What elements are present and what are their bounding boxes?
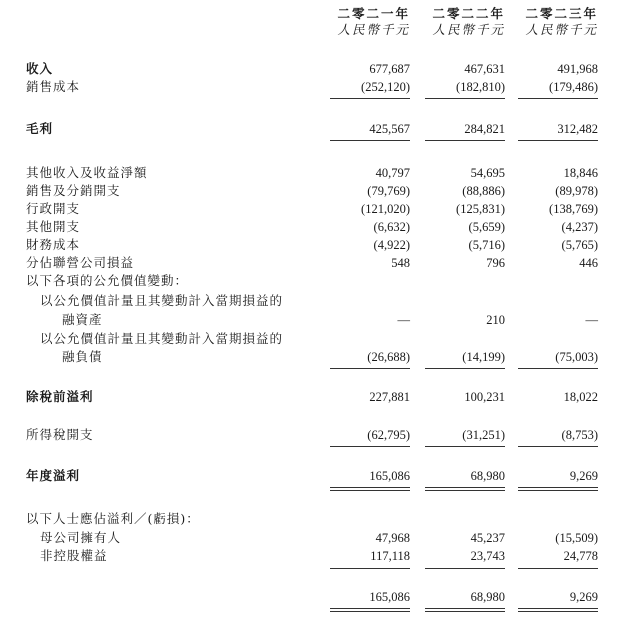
rule bbox=[330, 98, 410, 99]
row-admin-expenses bbox=[0, 200, 636, 218]
row-label: 年度溢利 bbox=[26, 468, 81, 483]
value-2021: (26,688) bbox=[367, 350, 410, 364]
double-rule bbox=[425, 487, 505, 488]
row-label: 非控股權益 bbox=[40, 548, 108, 563]
value-2022: 796 bbox=[486, 256, 505, 270]
rule bbox=[330, 568, 410, 569]
row-label: 其他開支 bbox=[26, 219, 81, 234]
row-non-controlling-interests bbox=[0, 547, 636, 565]
row-label: 分佔聯營公司損益 bbox=[26, 255, 135, 270]
value-2021: (79,769) bbox=[367, 184, 410, 198]
value-2022: (182,810) bbox=[456, 80, 505, 94]
value-2023: (4,237) bbox=[561, 220, 598, 234]
value-2023: (89,978) bbox=[555, 184, 598, 198]
value-2022: 45,237 bbox=[470, 531, 505, 545]
value-2023: (5,765) bbox=[561, 238, 598, 252]
row-selling-expenses bbox=[0, 182, 636, 200]
value-2022: 68,980 bbox=[470, 469, 505, 483]
row-label: 以下人士應佔溢利／(虧損)： bbox=[26, 511, 200, 526]
row-label: 以下各項的公允價值變動： bbox=[26, 273, 189, 288]
rule bbox=[518, 368, 598, 369]
row-label: 銷售成本 bbox=[26, 79, 81, 94]
column-header-2021 bbox=[322, 6, 410, 38]
column-header-2023 bbox=[510, 6, 598, 38]
row-attributable-total bbox=[0, 588, 636, 606]
column-year: 二零二二年 bbox=[432, 6, 505, 21]
value-2022: (31,251) bbox=[462, 428, 505, 442]
value-2022: (14,199) bbox=[462, 350, 505, 364]
value-2023: (15,509) bbox=[555, 531, 598, 545]
row-other-expenses bbox=[0, 218, 636, 236]
rule bbox=[330, 368, 410, 369]
row-label: 除稅前溢利 bbox=[26, 389, 94, 404]
double-rule bbox=[518, 611, 598, 612]
row-profit-before-tax bbox=[0, 388, 636, 406]
rule bbox=[425, 568, 505, 569]
row-label: 所得稅開支 bbox=[26, 427, 94, 442]
value-2022: (5,716) bbox=[468, 238, 505, 252]
value-2021: (4,922) bbox=[373, 238, 410, 252]
value-2022: 210 bbox=[486, 313, 505, 327]
double-rule bbox=[518, 490, 598, 491]
value-2023: 9,269 bbox=[569, 469, 598, 483]
row-share-of-associates bbox=[0, 254, 636, 272]
column-year: 二零二三年 bbox=[525, 6, 598, 21]
value-2023: (179,486) bbox=[549, 80, 598, 94]
value-2022: 284,821 bbox=[464, 122, 505, 136]
double-rule bbox=[518, 608, 598, 609]
double-rule bbox=[518, 487, 598, 488]
value-2022: (88,886) bbox=[462, 184, 505, 198]
double-rule bbox=[330, 487, 410, 488]
rule bbox=[518, 568, 598, 569]
value-2023: 446 bbox=[579, 256, 598, 270]
row-label: 融負債 bbox=[62, 349, 103, 364]
column-unit: 人民幣千元 bbox=[337, 22, 410, 37]
double-rule bbox=[425, 608, 505, 609]
value-2023: 312,482 bbox=[557, 122, 598, 136]
value-2022: 54,695 bbox=[470, 166, 505, 180]
rule bbox=[425, 98, 505, 99]
row-finance-costs bbox=[0, 236, 636, 254]
value-2023: (138,769) bbox=[549, 202, 598, 216]
row-label: 銷售及分銷開支 bbox=[26, 183, 121, 198]
row-label: 其他收入及收益淨額 bbox=[26, 165, 148, 180]
value-2023: (75,003) bbox=[555, 350, 598, 364]
value-2023: 24,778 bbox=[563, 549, 598, 563]
double-rule bbox=[330, 608, 410, 609]
row-other-income bbox=[0, 164, 636, 182]
row-label: 以公允價值計量且其變動計入當期損益的 bbox=[40, 293, 284, 308]
value-2021: 548 bbox=[391, 256, 410, 270]
row-attributable-heading bbox=[0, 510, 636, 528]
row-gross-profit bbox=[0, 120, 636, 138]
value-2023: (8,753) bbox=[561, 428, 598, 442]
row-label: 財務成本 bbox=[26, 237, 81, 252]
row-cost-of-sales bbox=[0, 78, 636, 96]
value-2022: (125,831) bbox=[456, 202, 505, 216]
value-2023: 9,269 bbox=[569, 590, 598, 604]
value-2021: 117,118 bbox=[370, 549, 410, 563]
value-2021: (252,120) bbox=[361, 80, 410, 94]
row-label: 行政開支 bbox=[26, 201, 81, 216]
row-label: 收入 bbox=[26, 61, 54, 76]
row-fvtpl-liabilities bbox=[0, 348, 636, 366]
row-fvtpl-assets bbox=[0, 311, 636, 329]
row-fair-value-changes bbox=[0, 272, 636, 290]
row-fvtpl-liabilities-heading bbox=[0, 330, 636, 348]
value-2021: 47,968 bbox=[375, 531, 410, 545]
value-2022: 68,980 bbox=[470, 590, 505, 604]
rule bbox=[425, 140, 505, 141]
rule bbox=[425, 368, 505, 369]
value-2021: 425,567 bbox=[369, 122, 410, 136]
value-2023: 18,022 bbox=[563, 390, 598, 404]
row-label: 毛利 bbox=[26, 121, 54, 136]
rule bbox=[425, 446, 505, 447]
row-label: 母公司擁有人 bbox=[40, 530, 122, 545]
value-2021: 677,687 bbox=[369, 62, 410, 76]
row-revenue bbox=[0, 60, 636, 78]
row-label: 以公允價值計量且其變動計入當期損益的 bbox=[40, 331, 284, 346]
rule bbox=[518, 98, 598, 99]
row-label: 融資產 bbox=[62, 312, 103, 327]
value-2021: (6,632) bbox=[373, 220, 410, 234]
column-unit: 人民幣千元 bbox=[432, 22, 505, 37]
value-2022: 23,743 bbox=[470, 549, 505, 563]
value-2022: (5,659) bbox=[468, 220, 505, 234]
value-2021: 165,086 bbox=[369, 469, 410, 483]
double-rule bbox=[330, 490, 410, 491]
value-2021: 40,797 bbox=[375, 166, 410, 180]
value-2023: 18,846 bbox=[563, 166, 598, 180]
double-rule bbox=[425, 490, 505, 491]
value-2022: 467,631 bbox=[464, 62, 505, 76]
value-2023: — bbox=[585, 313, 598, 327]
value-2021: (62,795) bbox=[367, 428, 410, 442]
value-2021: (121,020) bbox=[361, 202, 410, 216]
value-2022: 100,231 bbox=[464, 390, 505, 404]
column-header-2022 bbox=[417, 6, 505, 38]
value-2021: 227,881 bbox=[369, 390, 410, 404]
value-2021: — bbox=[397, 313, 410, 327]
double-rule bbox=[425, 611, 505, 612]
rule bbox=[518, 140, 598, 141]
row-owners-of-parent bbox=[0, 529, 636, 547]
row-fvtpl-assets-heading bbox=[0, 292, 636, 310]
value-2021: 165,086 bbox=[369, 590, 410, 604]
rule bbox=[518, 446, 598, 447]
row-income-tax bbox=[0, 426, 636, 444]
column-unit: 人民幣千元 bbox=[525, 22, 598, 37]
rule bbox=[330, 446, 410, 447]
double-rule bbox=[330, 611, 410, 612]
row-profit-for-year bbox=[0, 467, 636, 485]
value-2023: 491,968 bbox=[557, 62, 598, 76]
column-year: 二零二一年 bbox=[337, 6, 410, 21]
rule bbox=[330, 140, 410, 141]
